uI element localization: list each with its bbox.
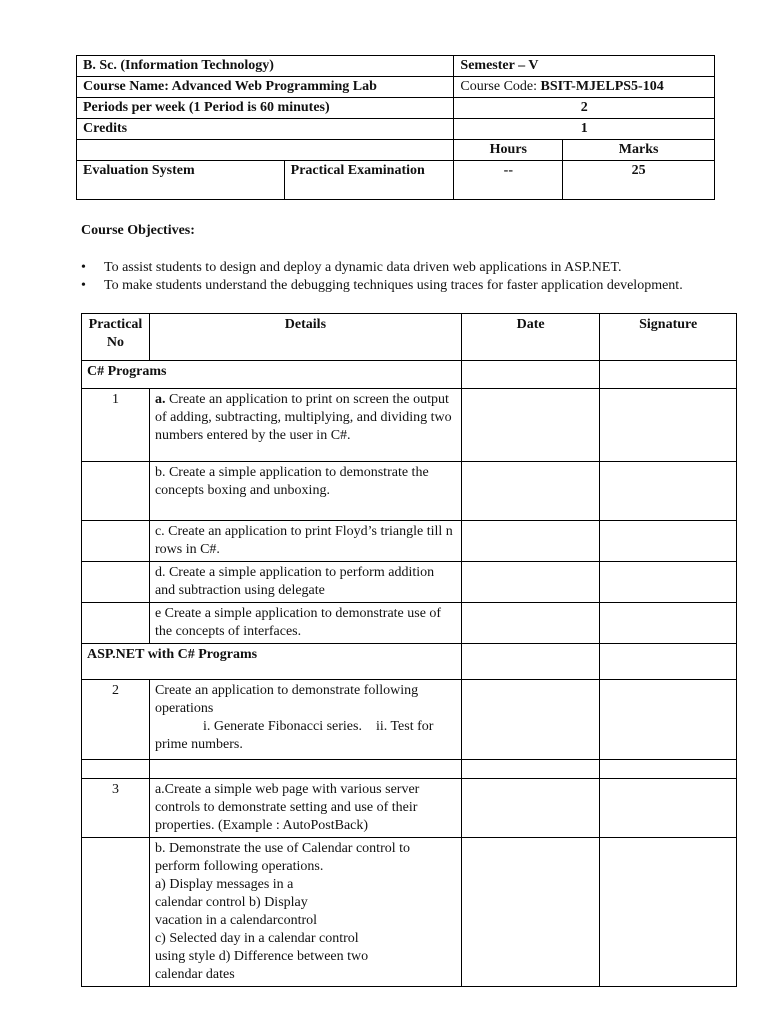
signature-cell — [600, 389, 737, 462]
table-row — [82, 462, 737, 521]
credits-label-cell — [77, 119, 454, 140]
course-code: BSIT-MJELPS5-104 — [540, 79, 664, 94]
practical-detail — [149, 760, 461, 779]
date-cell — [461, 838, 599, 987]
header-row-hours-marks — [77, 140, 715, 161]
date-cell — [461, 462, 599, 521]
periods-label-cell — [77, 98, 454, 119]
date-cell — [461, 389, 599, 462]
practical-detail: a. Create an application to print on screen the output of adding, subtracting, multiplying, and dividing two numbers entered by the user in C#. — [149, 389, 461, 462]
marks-label: Marks — [618, 142, 659, 157]
signature-cell — [600, 644, 737, 680]
bullet-icon: • — [81, 260, 86, 275]
date-cell — [461, 760, 599, 779]
hours-label: Hours — [489, 142, 527, 157]
practical-detail: c. Create an application to print Floyd’s triangle till n rows in C#. — [149, 521, 461, 562]
table-row — [82, 521, 737, 562]
eval-label: Evaluation System — [83, 163, 195, 178]
eval-marks-cell — [563, 161, 715, 200]
credits-value-cell — [454, 119, 715, 140]
semester-cell — [454, 56, 715, 77]
objective-text: To assist students to design and deploy a dynamic data driven web applications in ASP.NET. — [104, 260, 622, 275]
course-code-label: Course Code: — [460, 79, 541, 94]
practical-no — [82, 760, 150, 779]
section-title: ASP.NET with C# Programs — [82, 644, 462, 680]
col-header-signature: Signature — [600, 314, 737, 361]
objectives-list — [81, 259, 683, 295]
header-row-credits — [77, 119, 715, 140]
date-cell — [461, 644, 599, 680]
signature-cell — [600, 838, 737, 987]
table-row — [82, 680, 737, 760]
date-cell — [461, 779, 599, 838]
table-row — [82, 389, 737, 462]
program-cell — [77, 56, 454, 77]
eval-hours: -- — [503, 163, 513, 178]
practical-detail: b. Demonstrate the use of Calendar control to perform following operations. a) Display messages in a calendar control b) Display vacation in a calendarcontrol c) Selected day in a calendar control using style d) Difference between two calendar dates — [149, 838, 461, 987]
date-cell — [461, 361, 599, 389]
practical-no — [82, 838, 150, 987]
practical-no: 2 — [82, 680, 150, 760]
credits-label: Credits — [83, 121, 128, 136]
periods-label: Periods per week (1 Period is 60 minutes) — [83, 100, 330, 115]
header-row-program — [77, 56, 715, 77]
objectives-heading: Course Objectives: — [81, 223, 195, 238]
col-header-details: Details — [149, 314, 461, 361]
practical-no: 3 — [82, 779, 150, 838]
practical-no — [82, 521, 150, 562]
course-name: Course Name: Advanced Web Programming Lab — [83, 79, 377, 94]
eval-hours-cell — [454, 161, 563, 200]
objective-item — [81, 277, 683, 295]
practical-detail: d. Create a simple application to perform addition and subtraction using delegate — [149, 562, 461, 603]
table-row — [82, 562, 737, 603]
practical-table — [81, 313, 737, 987]
objective-item — [81, 259, 683, 277]
practical-header-row — [82, 314, 737, 361]
table-row — [82, 760, 737, 779]
course-code-cell — [454, 77, 715, 98]
objective-text: To make students understand the debugging techniques using traces for faster application development. — [104, 278, 683, 293]
hours-label-cell — [454, 140, 563, 161]
practical-no — [82, 603, 150, 644]
periods-value-cell — [454, 98, 715, 119]
date-cell — [461, 603, 599, 644]
table-row — [82, 779, 737, 838]
practical-detail: b. Create a simple application to demonstrate the concepts boxing and unboxing. — [149, 462, 461, 521]
marks-label-cell — [563, 140, 715, 161]
col-header-date: Date — [461, 314, 599, 361]
header-row-course — [77, 77, 715, 98]
course-name-cell — [77, 77, 454, 98]
header-row-evaluation — [77, 161, 715, 200]
col-header-practical-no: Practical No — [82, 314, 150, 361]
section-title: C# Programs — [82, 361, 462, 389]
practical-detail: Create an application to demonstrate following operations i. Generate Fibonacci series. ii. Test for prime numbers. — [149, 680, 461, 760]
signature-cell — [600, 603, 737, 644]
signature-cell — [600, 680, 737, 760]
practical-no — [82, 462, 150, 521]
table-row — [82, 838, 737, 987]
header-row-periods — [77, 98, 715, 119]
empty-cell — [77, 140, 454, 161]
date-cell — [461, 521, 599, 562]
semester: Semester – V — [460, 58, 539, 73]
eval-label-cell — [77, 161, 285, 200]
eval-type: Practical Examination — [290, 163, 425, 178]
periods-value: 2 — [580, 100, 588, 115]
signature-cell — [600, 361, 737, 389]
practical-detail: e Create a simple application to demonstrate use of the concepts of interfaces. — [149, 603, 461, 644]
date-cell — [461, 562, 599, 603]
practical-no — [82, 562, 150, 603]
signature-cell — [600, 462, 737, 521]
table-row — [82, 603, 737, 644]
eval-type-cell — [284, 161, 454, 200]
practical-detail: a.Create a simple web page with various server controls to demonstrate setting and use of their properties. (Example : AutoPostBack) — [149, 779, 461, 838]
section-row — [82, 644, 737, 680]
signature-cell — [600, 521, 737, 562]
signature-cell — [600, 562, 737, 603]
signature-cell — [600, 779, 737, 838]
course-header-table — [76, 55, 715, 200]
practical-no: 1 — [82, 389, 150, 462]
credits-value: 1 — [580, 121, 588, 136]
date-cell — [461, 680, 599, 760]
section-row — [82, 361, 737, 389]
bullet-icon: • — [81, 278, 86, 293]
program-name: B. Sc. (Information Technology) — [83, 58, 274, 73]
signature-cell — [600, 760, 737, 779]
eval-marks: 25 — [631, 163, 646, 178]
